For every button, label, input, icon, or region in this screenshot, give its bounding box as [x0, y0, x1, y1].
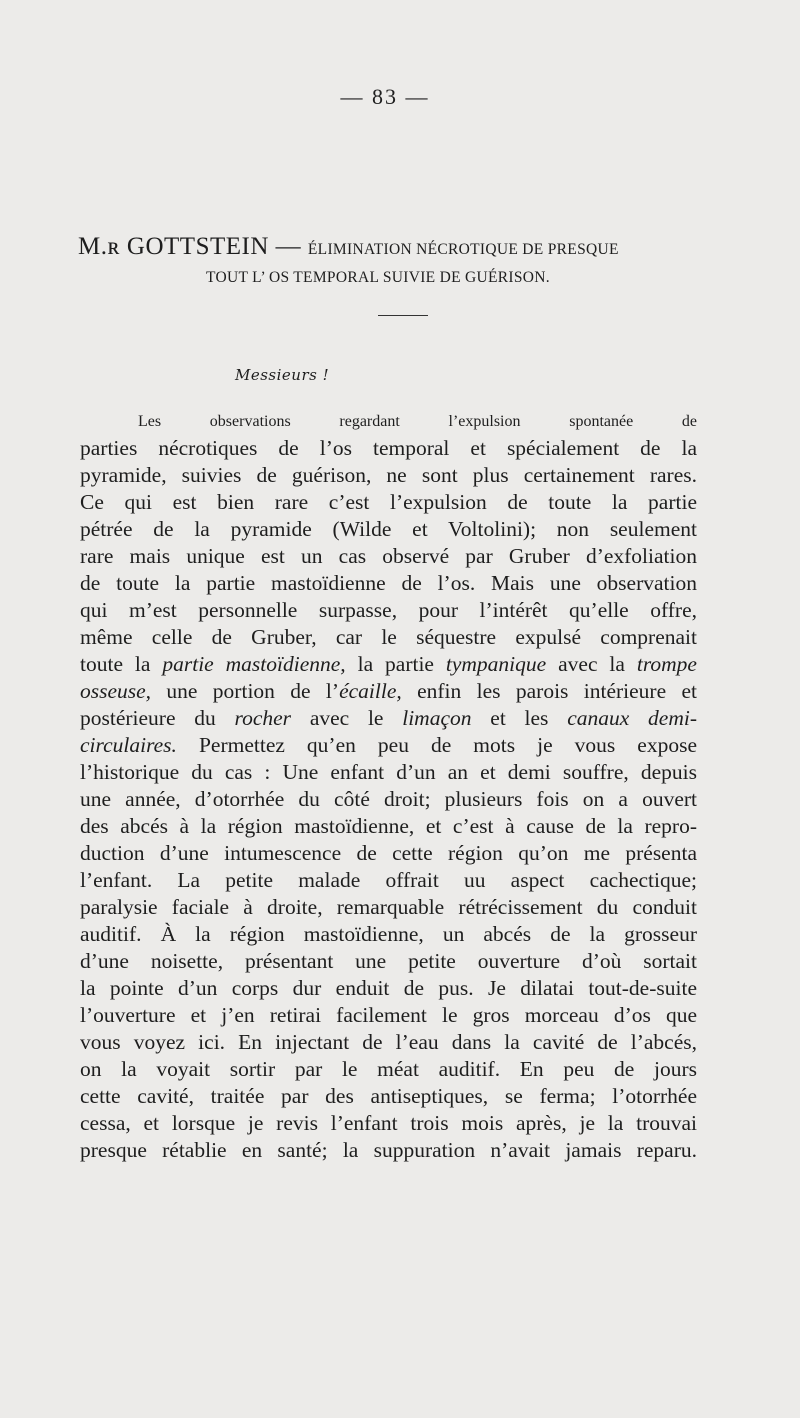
body-line: auditif. À la région mastoïdienne, un abcés de la grosseur [80, 922, 697, 946]
body-line [80, 678, 697, 705]
italic-term: partie mastoïdienne, [162, 652, 346, 676]
heading-line-1 [78, 232, 698, 265]
body-line [80, 651, 697, 678]
body-text [80, 408, 697, 1164]
text-run: avec la [546, 652, 637, 676]
body-line: Ce qui est bien rare c’est l’expulsion de toute la partie [80, 490, 697, 514]
text-run: et les [471, 706, 568, 730]
text-run: enfin les parois intérieure et [401, 679, 697, 703]
text-run: une portion de l’ [151, 679, 340, 703]
body-line: l’ouverture et j’en retirai facilement le gros morceau d’os que [80, 1003, 697, 1027]
text-run: Permettez qu’en peu de mots je vous expose [176, 733, 697, 757]
italic-term: trompe [636, 652, 697, 676]
salutation: Messieurs ! [235, 366, 330, 384]
text-run: postérieure du [80, 706, 235, 730]
body-line: l’historique du cas : Une enfant d’un an et demi souffre, depuis [80, 760, 697, 784]
body-line: presque rétablie en santé; la suppuration n’avait jamais reparu. [80, 1138, 697, 1162]
body-line: on la voyait sortir par le méat auditif. En peu de jours [80, 1057, 697, 1081]
italic-term: canaux demi- [567, 706, 697, 730]
text-run: la partie [345, 652, 446, 676]
body-line: cette cavité, traitée par des antiseptiques, se ferma; l’otorrhée [80, 1084, 697, 1108]
section-rule [378, 315, 428, 316]
body-line: duction d’une intumescence de cette région qu’on me présenta [80, 841, 697, 865]
article-title-part-1: ÉLIMINATION NÉCROTIQUE DE PRESQUE [307, 241, 619, 258]
italic-term: tympanique [445, 652, 547, 676]
body-line: parties nécrotiques de l’os temporal et spécialement de la [80, 436, 697, 460]
italic-term: limaçon [402, 706, 472, 730]
body-line: Les observations regardant l’expulsion spontanée de [138, 413, 697, 430]
text-run: toute la [80, 652, 163, 676]
author-name: M.ʀ GOTTSTEIN [78, 233, 269, 260]
italic-term: rocher [234, 706, 292, 730]
body-line [80, 705, 697, 732]
body-line: même celle de Gruber, car le séquestre expulsé comprenait [80, 625, 697, 649]
italic-term: osseuse, [80, 679, 152, 703]
body-line: de toute la partie mastoïdienne de l’os. Mais une observation [80, 571, 697, 595]
article-title-part-2: TOUT L’ OS TEMPORAL SUIVIE DE GUÉRISON. [206, 269, 550, 286]
page-number: — 83 — [340, 84, 430, 109]
body-line: d’une noisette, présentant une petite ouverture d’où sortait [80, 949, 697, 973]
body-line: pyramide, suivies de guérison, ne sont plus certainement rares. [80, 463, 697, 487]
body-line: qui m’est personnelle surpasse, pour l’intérêt qu’elle offre, [80, 598, 697, 622]
body-line: pétrée de la pyramide (Wilde et Voltolini); non seulement [80, 517, 697, 541]
body-line [80, 732, 697, 759]
body-line: rare mais unique est un cas observé par Gruber d’exfoliation [80, 544, 697, 568]
body-line: paralysie faciale à droite, remarquable rétrécissement du conduit [80, 895, 697, 919]
body-line: une année, d’otorrhée du côté droit; plusieurs fois on a ouvert [80, 787, 697, 811]
body-line: cessa, et lorsque je revis l’enfant trois mois après, je la trouvai [80, 1111, 697, 1135]
text-run: avec le [291, 706, 403, 730]
heading-dash: — [268, 233, 308, 260]
italic-term: circulaires. [80, 733, 177, 757]
italic-term: écaille, [339, 679, 402, 703]
body-line: des abcés à la région mastoïdienne, et c’est à cause de la repro- [80, 814, 697, 838]
body-line: vous voyez ici. En injectant de l’eau dans la cavité de l’abcés, [80, 1030, 697, 1054]
body-line: l’enfant. La petite malade offrait uu aspect cachectique; [80, 868, 697, 892]
article-heading [78, 232, 698, 291]
body-line: la pointe d’un corps dur enduit de pus. Je dilatai tout-de-suite [80, 976, 697, 1000]
